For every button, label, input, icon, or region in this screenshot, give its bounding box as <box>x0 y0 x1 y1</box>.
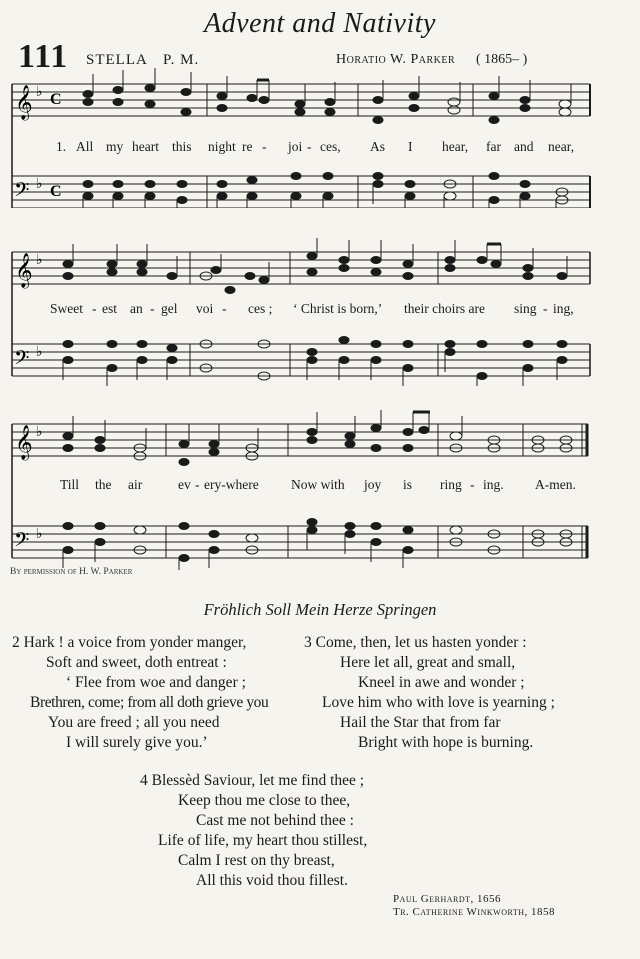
tune-name: STELLA <box>86 52 148 68</box>
lyric-syllable: night <box>208 139 236 154</box>
verse-line: I will surely give you.’ <box>66 734 208 751</box>
verse-line: 4 Blessèd Saviour, let me find thee ; <box>140 772 365 789</box>
lyric-syllable: ery-where <box>204 477 259 492</box>
lyric-syllable: joy <box>364 477 382 492</box>
lyric-syllable: this <box>172 139 192 154</box>
lyric-syllable: All <box>76 139 94 154</box>
hymn-number: 111 <box>18 38 69 75</box>
verse-line: 2 Hark ! a voice from yonder manger, <box>12 634 247 651</box>
lyric-syllable: - <box>307 139 312 154</box>
lyric-syllable: near, <box>548 139 575 154</box>
lyric-syllable: As <box>370 139 386 154</box>
verse-line: Brethren, come; from all doth grieve you <box>30 694 269 711</box>
meter: P. M. <box>163 52 200 68</box>
verse-line: Life of life, my heart thou stillest, <box>158 832 368 849</box>
lyric-syllable: Sweet <box>50 301 83 316</box>
lyric-syllable: an <box>130 301 143 316</box>
lyric-syllable: ev <box>178 477 191 492</box>
verse-line: Cast me not behind thee : <box>196 812 354 829</box>
lyric-syllable: ing. <box>483 477 504 492</box>
verse-line: ‘ Flee from woe and danger ; <box>66 674 246 691</box>
svg-text:♭: ♭ <box>36 85 43 100</box>
lyric-syllable: is <box>403 477 413 492</box>
lyric-syllable: ring <box>440 477 462 492</box>
lyric-syllable: - <box>195 477 200 492</box>
verse-line: Soft and sweet, doth entreat : <box>46 654 227 671</box>
lyrics-line-3 <box>0 477 640 495</box>
lyric-syllable: and <box>514 139 534 154</box>
translator-credit: Tr. Catherine Winkworth, 1858 <box>393 906 555 918</box>
verse-line: Love him who with love is yearning ; <box>322 694 555 711</box>
lyric-syllable: I <box>408 139 413 154</box>
lyric-syllable: voi <box>196 301 214 316</box>
verse-line: Keep thou me close to thee, <box>178 792 351 809</box>
section-title: Advent and Nativity <box>204 8 436 39</box>
lyric-syllable: 1. <box>56 139 67 154</box>
lyric-syllable: Now with <box>291 477 345 492</box>
lyric-syllable: gel <box>161 301 178 316</box>
lyric-syllable: ‘ Christ is born,’ <box>293 301 383 316</box>
lyric-syllable: - <box>262 139 267 154</box>
lyric-syllable: A-men. <box>535 477 576 492</box>
svg-text:𝄢: 𝄢 <box>14 528 30 556</box>
lyric-syllable: the <box>95 477 112 492</box>
lyric-syllable: air <box>128 477 143 492</box>
lyric-syllable: ing, <box>553 301 574 316</box>
lyric-syllable: re <box>242 139 253 154</box>
lyric-syllable: ces ; <box>248 301 273 316</box>
composer: Horatio W. Parker <box>336 52 456 67</box>
lyric-syllable: sing <box>514 301 537 316</box>
svg-text:♭: ♭ <box>36 253 43 268</box>
lyric-syllable: Till <box>60 477 80 492</box>
verse-line: Here let all, great and small, <box>340 654 516 671</box>
lyric-syllable: heart <box>132 139 159 154</box>
svg-text:𝄢: 𝄢 <box>14 346 30 374</box>
svg-text:C: C <box>50 91 62 108</box>
svg-text:𝄞: 𝄞 <box>15 253 33 288</box>
verse-line: 3 Come, then, let us hasten yonder : <box>304 634 527 651</box>
lyric-syllable: their choirs are <box>404 301 485 316</box>
lyric-syllable: ces, <box>320 139 341 154</box>
permission-note: By permission of H. W. Parker <box>10 567 133 577</box>
lyrics-line-1 <box>0 139 640 157</box>
svg-text:♭: ♭ <box>36 177 43 192</box>
author-credit: Paul Gerhardt, 1656 <box>393 893 502 905</box>
lyric-syllable: far <box>486 139 501 154</box>
svg-text:♭: ♭ <box>36 425 43 440</box>
lyric-syllable: - <box>470 477 475 492</box>
lyric-syllable: - <box>150 301 155 316</box>
lyric-syllable: joi <box>288 139 303 154</box>
composer-dates: ( 1865– ) <box>476 52 528 67</box>
lyric-syllable: - <box>92 301 97 316</box>
svg-text:𝄞: 𝄞 <box>15 425 33 460</box>
lyrics-line-2 <box>0 301 640 319</box>
verse-line: Hail the Star that from far <box>340 714 501 731</box>
music-system-1 <box>0 68 640 208</box>
svg-text:𝄢: 𝄢 <box>14 178 30 206</box>
verse-line: Calm I rest on thy breast, <box>178 852 335 869</box>
verse-line: Kneel in awe and wonder ; <box>358 674 525 691</box>
verse-line: All this void thou fillest. <box>196 872 348 889</box>
svg-text:♭: ♭ <box>36 527 43 542</box>
verse-line: You are freed ; all you need <box>48 714 220 731</box>
lyric-syllable: - <box>222 301 227 316</box>
verse-line: Bright with hope is burning. <box>358 734 534 751</box>
svg-text:C: C <box>50 183 62 200</box>
svg-text:𝄞: 𝄞 <box>15 85 33 120</box>
second-tune-title: Fröhlich Soll Mein Herze Springen <box>203 600 437 619</box>
lyric-syllable: - <box>543 301 548 316</box>
lyric-syllable: my <box>106 139 124 154</box>
lyric-syllable: est <box>102 301 117 316</box>
lyric-syllable: hear, <box>442 139 469 154</box>
svg-text:♭: ♭ <box>36 345 43 360</box>
